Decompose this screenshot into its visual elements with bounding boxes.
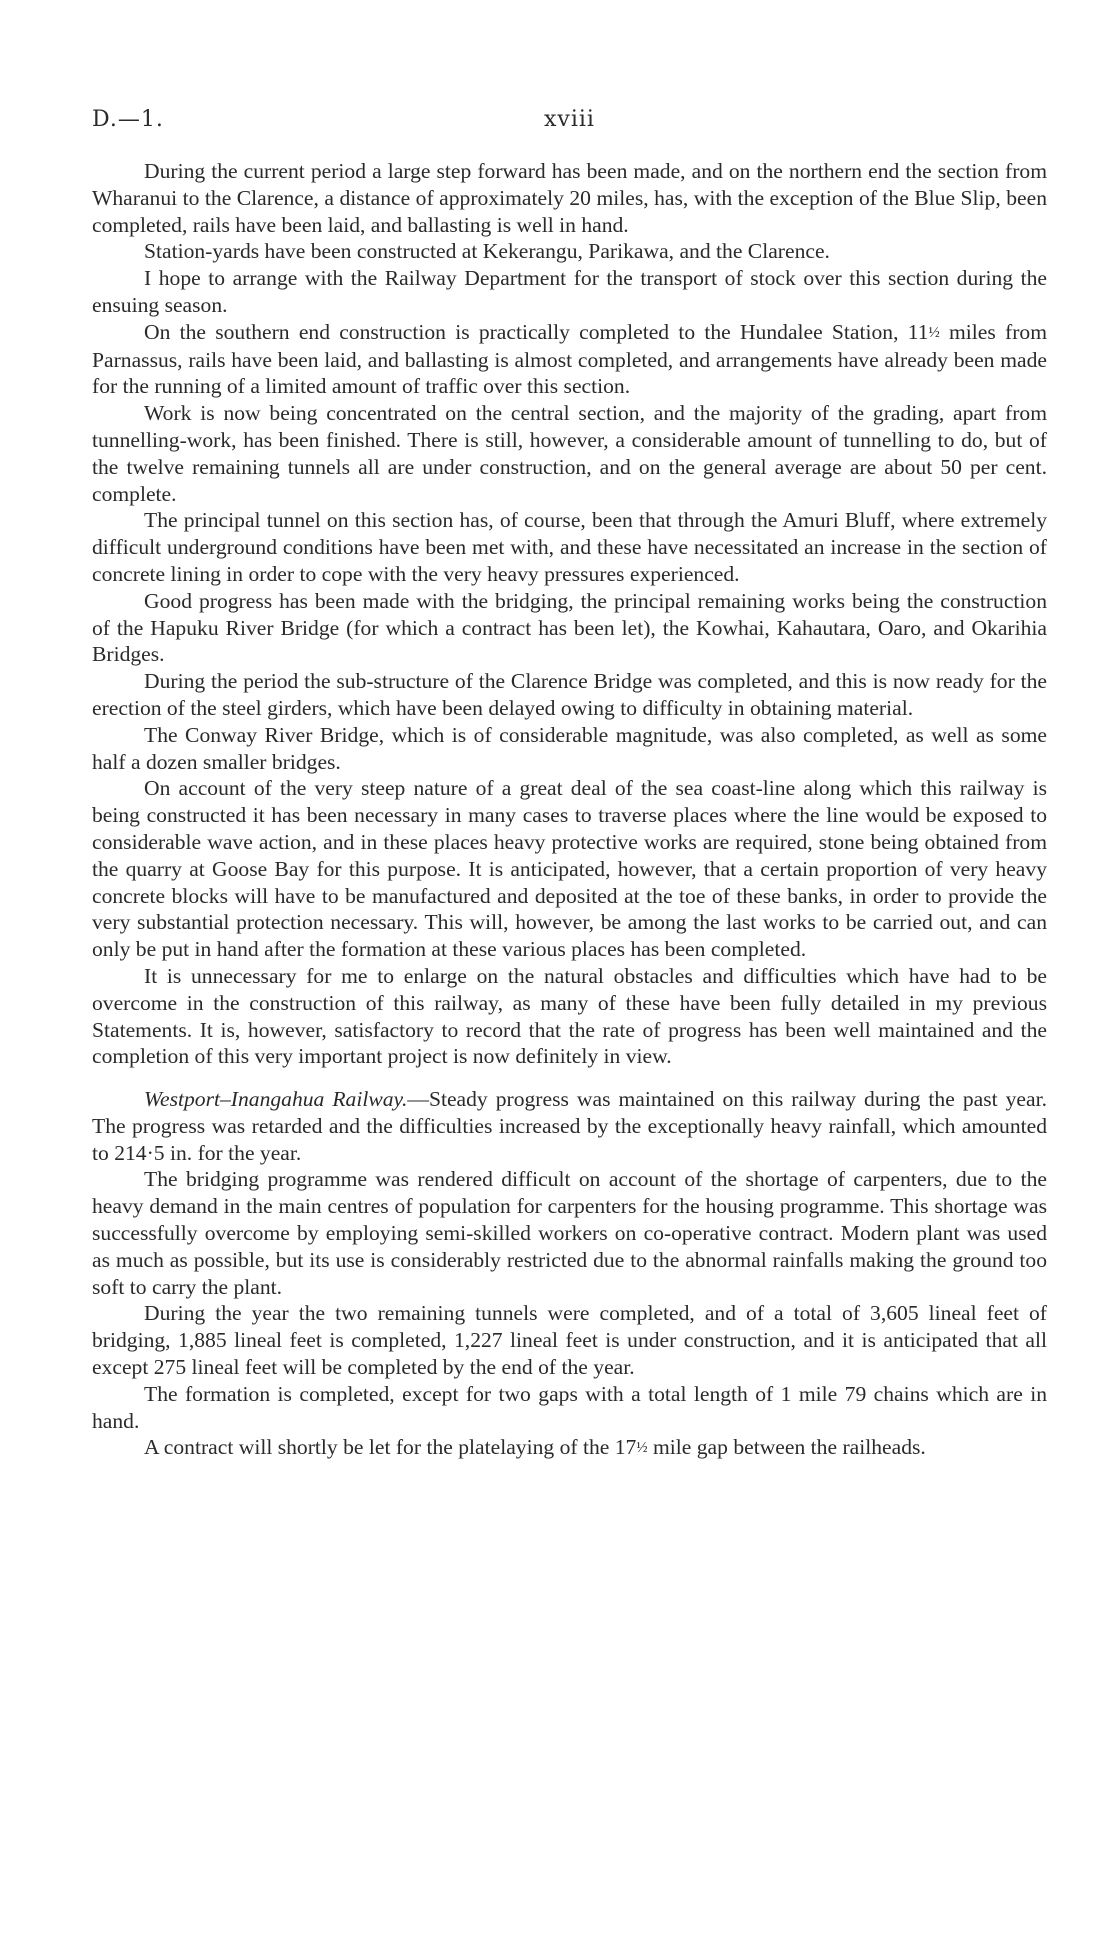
paragraph: [92, 1086, 1047, 1166]
paragraph: [92, 238, 1047, 265]
paragraph-text: During the current period a large step forward has been made, and on the northern end the section from Wharanui to the Clarence, a distance of approximately 20 miles, has, with the exception of the Blue Slip, been completed, rails have been laid, and ballasting is well in hand.: [92, 159, 1047, 237]
paragraph: [92, 507, 1047, 587]
paragraph-text: On account of the very steep nature of a great deal of the sea coast-line along which this railway is being constructed it has been necessary in many cases to traverse places where the line would be exposed to considerable wave action, and in these places heavy protective works are required, stone being obtained from the quarry at Goose Bay for this purpose. It is anticipated, however, that a certain proportion of very heavy concrete blocks will have to be manufactured and deposited at the toe of these banks, in order to provide the very substantial protection necessary. This will, however, be among the last works to be carried out, and can only be put in hand after the formation at these various places has been completed.: [92, 776, 1047, 962]
fraction: ½: [928, 324, 940, 341]
paragraph-text: —Steady progress was maintained on this railway during the past year. The progress was retarded and the difficulties increased by the exceptionally heavy rainfall, which amounted to 214·5 in. for the year.: [92, 1087, 1047, 1165]
paragraph-text: During the year the two remaining tunnels were completed, and of a total of 3,605 lineal feet of bridging, 1,885 lineal feet is completed, 1,227 lineal feet is under construction, and it is anticipated that all except 275 lineal feet will be completed by the end of the year.: [92, 1301, 1047, 1380]
paragraph-text: The principal tunnel on this section has, of course, been that through the Amuri Bluff, where extremely difficult underground conditions have been met with, and these have necessitated an increase in the section of concrete lining in order to cope with the very heavy pressures experienced.: [92, 508, 1047, 586]
paragraph: [92, 319, 1047, 400]
paragraph: [92, 1434, 1047, 1462]
paragraph: [92, 775, 1047, 963]
paragraph: [92, 158, 1047, 238]
paragraph: [92, 265, 1047, 319]
document-reference: D.—1.: [92, 107, 164, 132]
paragraph-text: Station-yards have been constructed at Kekerangu, Parikawa, and the Clarence.: [144, 239, 830, 264]
paragraph-text: The bridging programme was rendered difficult on account of the shortage of carpenters, due to the heavy demand in the main centres of population for carpenters for the housing programme. This shortage was successfully overcome by employing semi-skilled workers on co-operative contract. Modern plant was used as much as possible, but its use is considerably restricted due to the abnormal rainfalls making the ground too soft to carry the plant.: [92, 1167, 1047, 1299]
paragraph-text: The Conway River Bridge, which is of considerable magnitude, was also completed, as well as some half a dozen smaller bridges.: [92, 722, 1047, 774]
paragraph: [92, 400, 1047, 507]
section-heading: Westport–Inangahua Railway.: [144, 1087, 408, 1112]
paragraph: [92, 722, 1047, 776]
paragraph: [92, 1166, 1047, 1300]
paragraph-text: I hope to arrange with the Railway Department for the transport of stock over this section during the ensuing season.: [92, 266, 1047, 317]
page-number: xviii: [544, 107, 595, 132]
paragraph: [92, 1300, 1047, 1380]
paragraph: [92, 1381, 1047, 1435]
paragraph: [92, 668, 1047, 722]
paragraph-text: Work is now being concentrated on the central section, and the majority of the grading, apart from tunnelling-work, has been finished. There is still, however, a considerable amount of tunnelling to do, but of the twelve remaining tunnels all are under construction, and on the general average are about 50 per cent. complete.: [92, 401, 1047, 506]
paragraph-text: It is unnecessary for me to enlarge on the natural obstacles and difficulties which have had to be overcome in the construction of this railway, as many of these have been fully detailed in my previous Statements. It is, however, satisfactory to record that the rate of progress has been well maintained and the completion of this very important project is now definitely in view.: [92, 963, 1047, 1069]
paragraph-text: During the period the sub-structure of the Clarence Bridge was completed, and this is now ready for the erection of the steel girders, which have been delayed owing to difficulty in obtaining material.: [92, 669, 1047, 720]
paragraph-text: Good progress has been made with the bridging, the principal remaining works being the construction of the Hapuku River Bridge (for which a contract has been let), the Kowhai, Kahautara, Oaro, and Okarihia Bridges.: [92, 588, 1047, 667]
paragraph: [92, 588, 1047, 668]
paragraph-text: The formation is completed, except for two gaps with a total length of 1 mile 79 chains which are in hand.: [92, 1381, 1047, 1433]
paragraph-text: A contract will shortly be let for the platelaying of the 17: [144, 1435, 637, 1460]
paragraph-text: miles from Parnassus, rails have been laid, and ballasting is almost completed, and arrangements have already been made for the running of a limited amount of traffic over this section.: [92, 319, 1047, 399]
fraction: ½: [636, 1440, 648, 1457]
paragraph-text: On the southern end construction is practically completed to the Hundalee Station, 11: [144, 319, 929, 344]
paragraph: [92, 963, 1047, 1070]
body-text: [92, 158, 1047, 1462]
paragraph-text: mile gap between the railheads.: [647, 1435, 926, 1460]
page-header: [92, 107, 1047, 139]
